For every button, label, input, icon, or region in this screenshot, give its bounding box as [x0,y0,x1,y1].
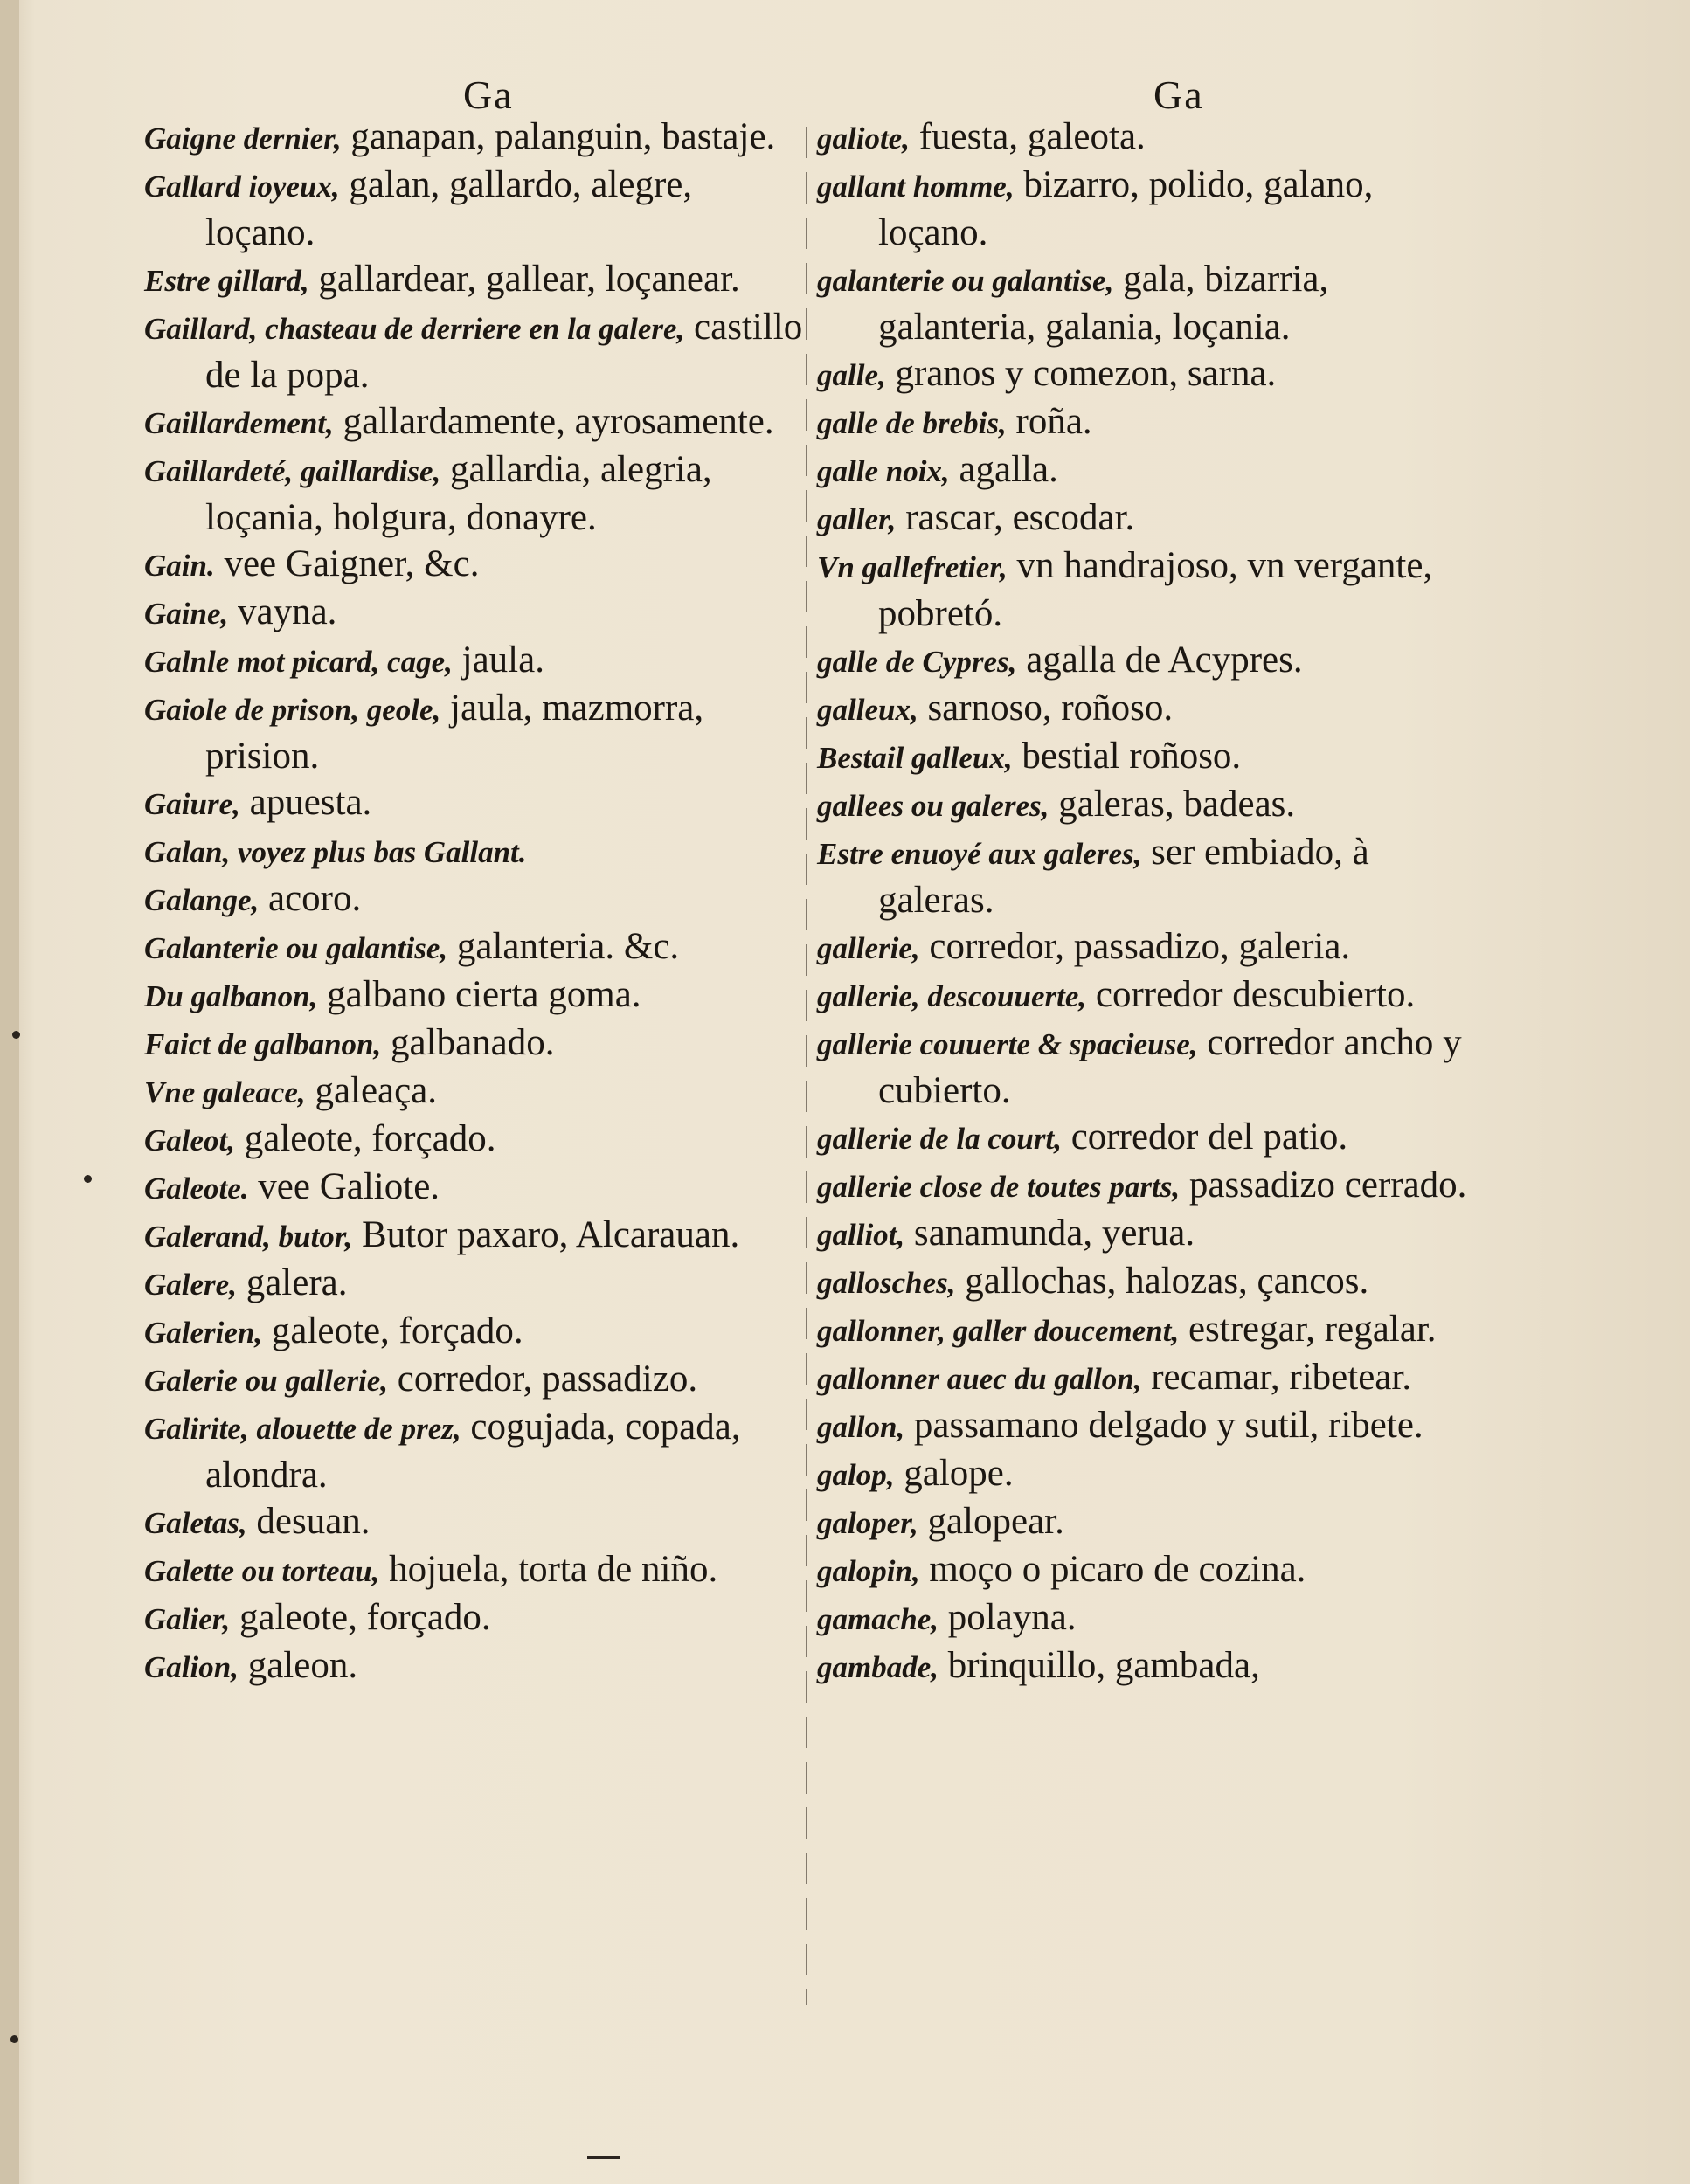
headword: Gallard ioyeux, [144,169,340,204]
gloss: estregar, regalar. [1179,1309,1437,1350]
gloss: roña. [1006,401,1092,442]
dictionary-entry [817,1114,1481,1162]
dictionary-entry [144,1642,804,1690]
gloss: galeote, forçado. [262,1310,523,1351]
headword: Estre gillard, [144,264,309,298]
dictionary-entry [817,781,1481,829]
gloss: galbanado. [381,1022,555,1063]
dictionary-entry [817,1210,1481,1258]
gloss: sanamunda, yerua. [904,1213,1195,1254]
column-divider [806,127,807,2005]
gloss: sarnoso, roñoso. [918,688,1174,729]
headword: Galetas, [144,1506,247,1540]
gloss: gallardia, alegria, loçania, holgura, donayre. [205,449,712,538]
gloss: agalla de Acypres. [1016,639,1303,681]
headword: galliot, [817,1218,905,1252]
headword: gallees ou galeres, [817,789,1049,823]
headword: Gaine, [144,597,229,631]
gloss: corredor del patio. [1061,1116,1348,1158]
gloss: galera. [236,1262,348,1303]
headword: Galette ou torteau, [144,1554,380,1588]
headword: Galere, [144,1268,237,1302]
headword: galle de brebis, [817,406,1007,440]
dictionary-entry [144,589,804,637]
dictionary-entry [817,971,1481,1019]
dictionary-entry [817,829,1481,923]
ink-speck [84,1175,92,1183]
headword: gallerie close de toutes parts, [817,1170,1181,1204]
headword: Galanterie ou galantise, [144,931,448,965]
dictionary-entry [817,446,1481,494]
gloss: vee Gaigner, &c. [214,543,480,584]
dictionary-entry [817,1642,1481,1690]
headword: gamache, [817,1602,939,1636]
dictionary-entry [144,971,804,1019]
gloss: galeras, badeas. [1049,784,1296,825]
headword: galler, [817,502,897,536]
dictionary-entry [817,1450,1481,1498]
headword: Bestail galleux, [817,741,1013,775]
dictionary-entry [144,162,804,256]
headword: Estre enuoyé aux galeres, [817,837,1142,871]
dictionary-entry [144,637,804,685]
gloss: granos y comezon, sarna. [885,353,1277,394]
headword: Gaillard, chasteau de derriere en la galere, [144,312,685,346]
dictionary-entry [817,398,1481,446]
headword: galanterie ou galantise, [817,264,1114,298]
dictionary-entry [817,733,1481,781]
headword: Galeote. [144,1171,249,1206]
dictionary-entry [144,875,804,923]
headword: Gaillardeté, gaillardise, [144,454,441,488]
gloss: acoro. [259,878,362,919]
gloss: rascar, escodar. [896,497,1135,538]
gloss: jaula, mazmorra, prision. [205,688,704,777]
gloss: vee Galiote. [248,1166,440,1207]
dictionary-entry [144,256,804,304]
gloss: Butor paxaro, Alcarauan. [352,1214,740,1255]
gloss: ser embiado, à galeras. [878,832,1369,921]
gloss: galan, gallardo, alegre, loçano. [205,164,693,253]
gloss: galanteria. &c. [447,926,680,967]
gloss: gallardear, gallear, loçanear. [308,259,740,300]
headword: Galion, [144,1650,239,1684]
headword: Vn gallefretier, [817,550,1008,584]
dictionary-entry [817,685,1481,733]
gloss: gallardamente, ayrosamente. [333,401,774,442]
headword: gallonner auec du gallon, [817,1362,1142,1396]
gloss: jaula. [452,639,544,681]
headword: galle de Cypres, [817,645,1017,679]
gloss: passamano delgado y sutil, ribete. [904,1405,1423,1446]
headword: Gaiure, [144,787,240,821]
headword: galoper, [817,1506,918,1540]
gloss: bestial roñoso. [1012,736,1242,777]
dictionary-entry [144,446,804,541]
headword: Du galbanon, [144,979,318,1013]
dictionary-entry [817,1498,1481,1546]
gloss: galeon. [238,1645,358,1686]
ink-speck [10,2035,18,2043]
headword: galle, [817,358,886,392]
dictionary-entry [144,1164,804,1212]
gloss: apuesta. [239,782,372,823]
gloss: passadizo cerrado. [1180,1165,1467,1206]
dictionary-entry [817,923,1481,971]
headword: Gaiole de prison, geole, [144,693,441,727]
headword: galleux, [817,693,918,727]
dictionary-entry [817,543,1481,637]
gloss: corredor ancho y cubierto. [878,1022,1462,1111]
headword: gallerie, descouuerte, [817,979,1087,1013]
headword: Gain. [144,549,215,583]
headword: Galan, voyez plus bas Gallant. [144,835,527,869]
gloss: corredor descubierto. [1086,974,1416,1015]
gloss: galbano cierta goma. [317,974,641,1015]
dictionary-entry [144,1404,804,1498]
dictionary-entry [817,494,1481,543]
dictionary-entry [817,1306,1481,1354]
dictionary-entry [144,923,804,971]
gloss: brinquillo, gambada, [939,1645,1260,1686]
headword: Vne galeace, [144,1075,306,1109]
gloss: vayna. [228,591,337,632]
dictionary-entry [144,1498,804,1546]
dictionary-entry [144,1594,804,1642]
headword: Galirite, alouette de prez, [144,1412,461,1446]
dictionary-entry [817,1019,1481,1114]
dictionary-entry [817,1162,1481,1210]
gloss: galeaça. [305,1070,438,1111]
dictionary-entry [817,256,1481,350]
dictionary-entry [817,1258,1481,1306]
dictionary-entry [144,1356,804,1404]
gloss: castillo de la popa. [205,307,803,396]
gloss: galopear. [918,1501,1064,1542]
dictionary-entry [144,1212,804,1260]
left-column-entries [144,114,804,1690]
dictionary-entry [817,1546,1481,1594]
headword: gallerie couuerte & spacieuse, [817,1027,1198,1061]
gloss: corredor, passadizo. [388,1358,698,1400]
headword: gambade, [817,1650,939,1684]
headword: Galnle mot picard, cage, [144,645,453,679]
gloss: galope. [894,1453,1014,1494]
column-title-right: Ga [1153,73,1204,117]
dictionary-entry [144,1019,804,1068]
headword: galiote, [817,121,910,156]
gloss: moço o picaro de cozina. [919,1549,1306,1590]
headword: Faict de galbanon, [144,1027,382,1061]
gloss: gallochas, halozas, çancos. [955,1261,1369,1302]
headword: gallerie, [817,931,920,965]
dictionary-entry [144,114,804,162]
headword: Gaigne dernier, [144,121,342,156]
right-column-entries [817,114,1481,1690]
headword: galopin, [817,1554,920,1588]
gloss: ganapan, palanguin, bastaje. [341,116,776,157]
dictionary-entry [144,685,804,779]
headword: Galange, [144,883,260,917]
gloss: cogujada, copada, alondra. [205,1406,741,1496]
gloss: hojuela, torta de niño. [379,1549,718,1590]
dictionary-entry [817,114,1481,162]
dictionary-entry [144,1068,804,1116]
dictionary-entry [144,779,804,827]
headword: Galerien, [144,1316,263,1350]
gloss: fuesta, galeota. [909,116,1146,157]
dictionary-entry [817,1354,1481,1402]
dictionary-entry [144,1546,804,1594]
dictionary-entry [817,162,1481,256]
gloss: polayna. [939,1597,1077,1638]
headword: gallant homme, [817,169,1015,204]
dictionary-entry [144,827,804,875]
headword: gallosches, [817,1266,956,1300]
headword: gallonner, galler doucement, [817,1314,1180,1348]
gloss: vn handrajoso, vn vergante, pobretó. [878,545,1433,634]
dictionary-entry [144,1116,804,1164]
dictionary-entry [817,350,1481,398]
gloss: gala, bizarria, galanteria, galania, loçania. [878,259,1329,348]
dictionary-entry [817,1402,1481,1450]
binding-shadow [0,0,19,2184]
gloss: galeote, forçado. [235,1118,496,1159]
headword: gallerie de la court, [817,1122,1062,1156]
dictionary-entry [144,1260,804,1308]
headword: Galerand, butor, [144,1220,353,1254]
gloss: bizarro, polido, galano, loçano. [878,164,1374,253]
headword: Galier, [144,1602,231,1636]
dictionary-entry [144,304,804,398]
gloss: corredor, passadizo, galeria. [919,926,1351,967]
gloss: galeote, forçado. [230,1597,491,1638]
headword: galle noix, [817,454,950,488]
dictionary-entry [144,541,804,589]
column-title-left: Ga [463,73,514,117]
gloss: desuan. [246,1501,371,1542]
headword: Gaillardement, [144,406,334,440]
dictionary-entry [817,1594,1481,1642]
gloss: agalla. [949,449,1058,490]
headword: gallon, [817,1410,905,1444]
headword: Galerie ou gallerie, [144,1364,388,1398]
gloss: recamar, ribetear. [1141,1357,1412,1398]
headword: galop, [817,1458,895,1492]
bottom-rule-mark [587,2156,620,2159]
dictionary-entry [144,1308,804,1356]
ink-speck [12,1031,20,1039]
dictionary-entry [144,398,804,446]
headword: Galeot, [144,1123,236,1158]
dictionary-entry [817,637,1481,685]
